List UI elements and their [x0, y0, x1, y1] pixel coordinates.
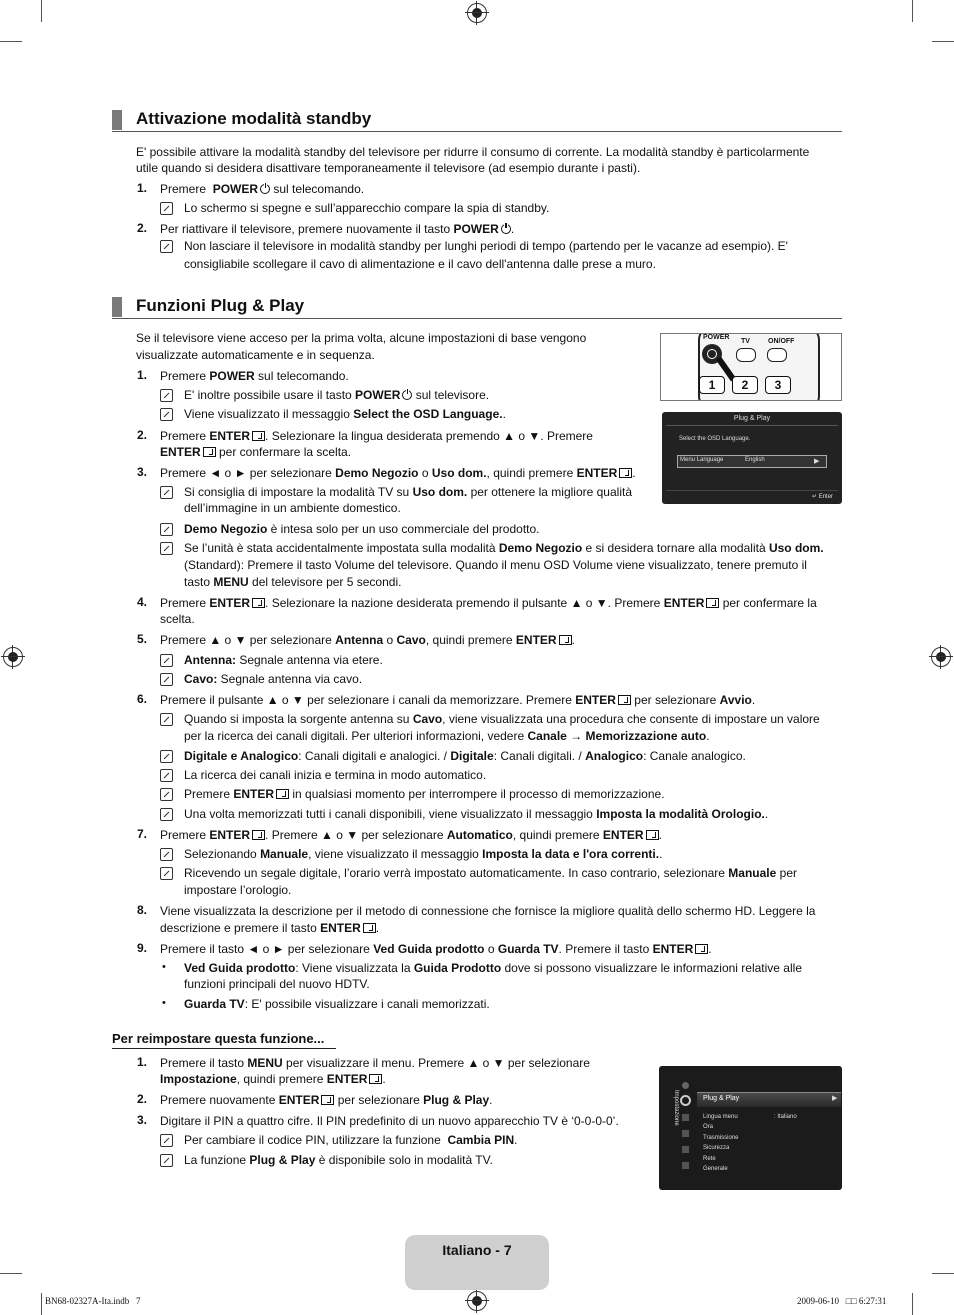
heading-marker: [112, 110, 122, 130]
plug-step3-note3-l1: Se l’unità è stata accidentalmente impostata sulla modalità Demo Negozio e si desidera tornare alla modalità Uso dom.: [184, 541, 824, 555]
plug-step6-note5: Una volta memorizzati tutti i canali disponibili, viene visualizzato il messaggio Imposta la modalità Orologio..: [184, 807, 769, 821]
enter-icon: [321, 1095, 334, 1105]
osd-prompt: Select the OSD Language.: [679, 436, 751, 442]
note-icon: [160, 750, 173, 763]
note-icon: [160, 389, 173, 402]
footer-date: 2009-06-10 □□ 6:27:31: [797, 1296, 887, 1306]
plug-step5-note1: Antenna: Segnale antenna via etere.: [184, 653, 383, 667]
remote-illustration: [660, 333, 842, 401]
osd-row-label: Menu Language: [680, 457, 724, 463]
plug-step9-bullet2: Guarda TV: E' possibile visualizzare i canali memorizzati.: [184, 997, 490, 1011]
step-number: 3.: [137, 465, 148, 479]
plug-step1-note2: Viene visualizzato il messaggio Select the OSD Language..: [184, 407, 506, 421]
plug-step5: Premere ▲ o ▼ per selezionare Antenna o Cavo, quindi premere ENTER .: [160, 633, 575, 647]
arrow-right-icon: ▶: [832, 1095, 838, 1102]
registration-mark-icon: [931, 647, 951, 667]
plug-step5-note2: Cavo: Segnale antenna via cavo.: [184, 672, 363, 686]
crop-mark: [912, 0, 913, 22]
plug-step9: Premere il tasto ◄ o ► per selezionare Ved Guida prodotto o Guarda TV. Premere il tasto ENTER .: [160, 942, 712, 956]
enter-icon: [369, 1074, 382, 1084]
remote-key-3: 3: [765, 376, 791, 394]
osd-row-value: English: [745, 457, 765, 463]
note-icon: [160, 1154, 173, 1167]
osd-item-ora: Ora: [703, 1124, 714, 1130]
step-number: 5.: [137, 632, 148, 646]
osd-title: Plug & Play: [733, 415, 771, 422]
app-icon: [682, 1146, 689, 1153]
reset-step3-note2: La funzione Plug & Play è disponibile solo in modalità TV.: [184, 1153, 493, 1167]
osd-item-sicurezza: Sicurezza: [703, 1145, 730, 1151]
plug-step2-l1: Premere ENTER . Selezionare la lingua desiderata premendo ▲ o ▼. Premere: [160, 429, 593, 443]
note-icon: [160, 788, 173, 801]
remote-onoff-label: ON/OFF: [768, 338, 795, 345]
plug-step3-note1-l2: dell’immagine in un ambiente domestico.: [184, 501, 401, 515]
osd-item-trasmissione: Trasmissione: [703, 1135, 739, 1141]
subsection-title-reset: Per reimpostare questa funzione...: [112, 1031, 325, 1046]
page-number-label: Italiano - 7: [442, 1242, 512, 1258]
standby-intro-line1: E' possibile attivare la modalità standby del televisore per ridurre il consumo di corrente. La modalità standby è particolarmente: [136, 145, 810, 159]
registration-mark-icon: [3, 647, 23, 667]
crop-mark: [0, 1273, 22, 1274]
osd-settings-menu: [659, 1066, 842, 1190]
remote-key-2: 2: [732, 376, 758, 394]
standby-step2-note-l2: consigliabile scollegare il cavo di alimentazione e il cavo dell'antenna dalle prese a muro.: [184, 257, 656, 271]
plug-step3-note2: Demo Negozio è intesa solo per un uso commerciale del prodotto.: [184, 522, 540, 536]
plug-step1: Premere POWER sul telecomando.: [160, 369, 349, 383]
plug-intro-line2: visualizzate automaticamente e in sequenza.: [136, 348, 375, 362]
step-number: 7.: [137, 827, 148, 841]
plug-step4-l2: scelta.: [160, 612, 195, 626]
plug-intro-line1: Se il televisore viene acceso per la prima volta, alcune impostazioni di base vengono: [136, 331, 587, 345]
remote-tv-label: TV: [741, 338, 750, 345]
osd-item-lingua: Lingua menu: [703, 1114, 738, 1120]
step-number: 2.: [137, 428, 148, 442]
note-icon: [160, 542, 173, 555]
note-icon: [160, 654, 173, 667]
crop-mark: [41, 1293, 42, 1315]
registration-mark-icon: [467, 3, 487, 23]
bullet-icon: •: [162, 997, 166, 1009]
note-icon: [160, 867, 173, 880]
osd-item-generale: Generale: [703, 1166, 728, 1172]
osd-plug-play-screen: [662, 412, 842, 504]
note-icon: [160, 408, 173, 421]
crop-mark: [932, 41, 954, 42]
step-number: 9.: [137, 941, 148, 955]
support-icon: [682, 1162, 689, 1169]
power-icon: [402, 390, 412, 400]
enter-icon: [252, 830, 265, 840]
note-icon: [160, 713, 173, 726]
plug-step6-note1-l2: per la ricerca dei canali digitali. Per ulteriori informazioni, vedere Canale → Memorizzazione auto.: [184, 729, 710, 743]
plug-step7-note2-l1: Ricevendo un segale digitale, l’orario verrà impostato automaticamente. In caso contrario, selezionare Manuale per: [184, 866, 797, 880]
plug-step9-bullet1-l1: Ved Guida prodotto: Viene visualizzata la Guida Prodotto dove si possono visualizzare le informazioni relative alle: [184, 961, 802, 975]
plug-step3-note3-l2: (Standard): Premere il tasto Volume del televisore. Quando il menu OSD Volume viene visualizzato, tenere premuto il: [184, 558, 807, 572]
remote-tv-button: [736, 348, 756, 362]
step-number: 2.: [137, 1092, 148, 1106]
plug-step7-note1: Selezionando Manuale, viene visualizzato il messaggio Imposta la data e l'ora correnti..: [184, 847, 663, 861]
enter-icon: [203, 447, 216, 457]
gear-icon: [680, 1095, 691, 1106]
osd-title-rule: [666, 425, 838, 426]
bullet-icon: •: [162, 961, 166, 973]
plug-step6-note2: Digitale e Analogico: Canali digitali e analogici. / Digitale: Canali digitali. / Analogico: Canale analogico.: [184, 749, 746, 763]
subsection-rule: [112, 1048, 336, 1049]
standby-step2: Per riattivare il televisore, premere nuovamente il tasto POWER .: [160, 222, 515, 236]
enter-icon: [363, 923, 376, 933]
enter-icon: [646, 830, 659, 840]
step-number: 6.: [137, 692, 148, 706]
note-icon: [160, 240, 173, 253]
plug-step7-note2-l2: impostare l’orologio.: [184, 883, 292, 897]
enter-icon: [618, 695, 631, 705]
enter-icon: [559, 635, 572, 645]
plug-step1-note1: E' inoltre possibile usare il tasto POWER sul televisore.: [184, 388, 490, 402]
plug-step6-note4: Premere ENTER in qualsiasi momento per interrompere il processo di memorizzazione.: [184, 787, 665, 801]
section-title-plug-play: Funzioni Plug & Play: [136, 296, 305, 315]
reset-step3: Digitare il PIN a quattro cifre. Il PIN predefinito di un nuovo apparecchio TV è ‘0-0-0-0’.: [160, 1114, 619, 1128]
enter-icon: [276, 789, 289, 799]
osd-highlight-label: Plug & Play: [703, 1095, 740, 1102]
osd-item-lingua-value: : Italiano: [774, 1114, 797, 1120]
step-number: 1.: [137, 181, 148, 195]
note-icon: [160, 808, 173, 821]
plug-step4-l1: Premere ENTER . Selezionare la nazione desiderata premendo il pulsante ▲ o ▼. Premere ENTER per confermare la: [160, 596, 817, 610]
reset-step2: Premere nuovamente ENTER per selezionare Plug & Play.: [160, 1093, 493, 1107]
enter-icon: [252, 598, 265, 608]
plug-step9-bullet1-l2: funzioni principali del nuovo HDTV.: [184, 977, 370, 991]
note-icon: [160, 523, 173, 536]
input-icon: [682, 1130, 689, 1137]
power-icon: [501, 224, 511, 234]
osd-side-label: Impostazione: [673, 1090, 679, 1126]
footer-file: BN68-02327A-Ita.indb 7: [45, 1296, 141, 1306]
standby-step2-note-l1: Non lasciare il televisore in modalità standby per lunghi periodi di tempo (partendo per le vacanze ad esempio). E': [184, 239, 788, 253]
reset-step1-l1: Premere il tasto MENU per visualizzare il menu. Premere ▲ o ▼ per selezionare: [160, 1056, 590, 1070]
standby-step1: Premere POWER sul telecomando.: [160, 182, 365, 196]
osd-bottom-rule: [666, 490, 838, 491]
reset-step1-l2: Impostazione, quindi premere ENTER .: [160, 1072, 386, 1086]
step-number: 4.: [137, 595, 148, 609]
enter-icon: [706, 598, 719, 608]
note-icon: [160, 486, 173, 499]
reset-step3-note1: Per cambiare il codice PIN, utilizzare la funzione Cambia PIN.: [184, 1133, 518, 1147]
step-number: 1.: [137, 368, 148, 382]
enter-icon: ↵: [812, 494, 818, 500]
plug-step6-note1-l1: Quando si imposta la sorgente antenna su Cavo, viene visualizzata una procedura che consente di impostare un valore: [184, 712, 820, 726]
note-icon: [160, 673, 173, 686]
standby-step1-note: Lo schermo si spegne e sull’apparecchio compare la spia di standby.: [184, 201, 550, 215]
note-icon: [160, 202, 173, 215]
crop-mark: [912, 1293, 913, 1315]
note-icon: [160, 848, 173, 861]
plug-step7: Premere ENTER . Premere ▲ o ▼ per selezionare Automatico, quindi premere ENTER .: [160, 828, 662, 842]
power-icon: [260, 184, 270, 194]
crop-mark: [0, 41, 22, 42]
plug-step3: Premere ◄ o ► per selezionare Demo Negozio o Uso dom., quindi premere ENTER .: [160, 466, 636, 480]
plug-step8-l2: descrizione e premere il tasto ENTER .: [160, 921, 380, 935]
enter-icon: [252, 431, 265, 441]
heading-rule: [112, 318, 842, 319]
step-number: 3.: [137, 1113, 148, 1127]
crop-mark: [41, 0, 42, 22]
enter-icon: [619, 468, 632, 478]
remote-power-label: POWER: [703, 334, 730, 341]
plug-step3-note3-l3: tasto MENU del televisore per 5 secondi.: [184, 575, 402, 589]
heading-rule: [112, 131, 842, 132]
plug-step8-l1: Viene visualizzata la descrizione per il metodo di connessione che fornisce la migliore qualità dello schermo HD. Leggere la: [160, 904, 816, 918]
plug-step3-note1-l1: Si consiglia di impostare la modalità TV su Uso dom. per ottenere la migliore qualità: [184, 485, 632, 499]
plug-step6: Premere il pulsante ▲ o ▼ per selezionare i canali da memorizzare. Premere ENTER per selezionare Avvio.: [160, 693, 756, 707]
plug-step6-note3: La ricerca dei canali inizia e termina in modo automatico.: [184, 768, 487, 782]
step-number: 1.: [137, 1055, 148, 1069]
note-icon: [160, 1134, 173, 1147]
step-number: 8.: [137, 903, 148, 917]
section-title-standby: Attivazione modalità standby: [136, 109, 372, 128]
step-number: 2.: [137, 221, 148, 235]
channel-icon: [682, 1114, 689, 1121]
picture-icon: [682, 1082, 689, 1089]
arrow-right-icon: ▶: [814, 458, 820, 465]
osd-item-rete: Rete: [703, 1156, 716, 1162]
standby-intro-line2: utile quando si desidera disattivare temporaneamente il televisore (ad esempio durante i pasti).: [136, 161, 641, 175]
registration-mark-icon: [467, 1291, 487, 1311]
plug-step2-l2: ENTER per confermare la scelta.: [160, 445, 352, 459]
crop-mark: [932, 1273, 954, 1274]
heading-marker: [112, 297, 122, 317]
menu-icon-column: [679, 1082, 693, 1168]
remote-onoff-button: [767, 348, 787, 362]
enter-icon: [695, 944, 708, 954]
osd-enter-hint: ↵ Enter: [812, 494, 834, 500]
remote-power-glyph-icon: [707, 349, 717, 359]
remote-key-1: 1: [699, 376, 725, 394]
note-icon: [160, 769, 173, 782]
